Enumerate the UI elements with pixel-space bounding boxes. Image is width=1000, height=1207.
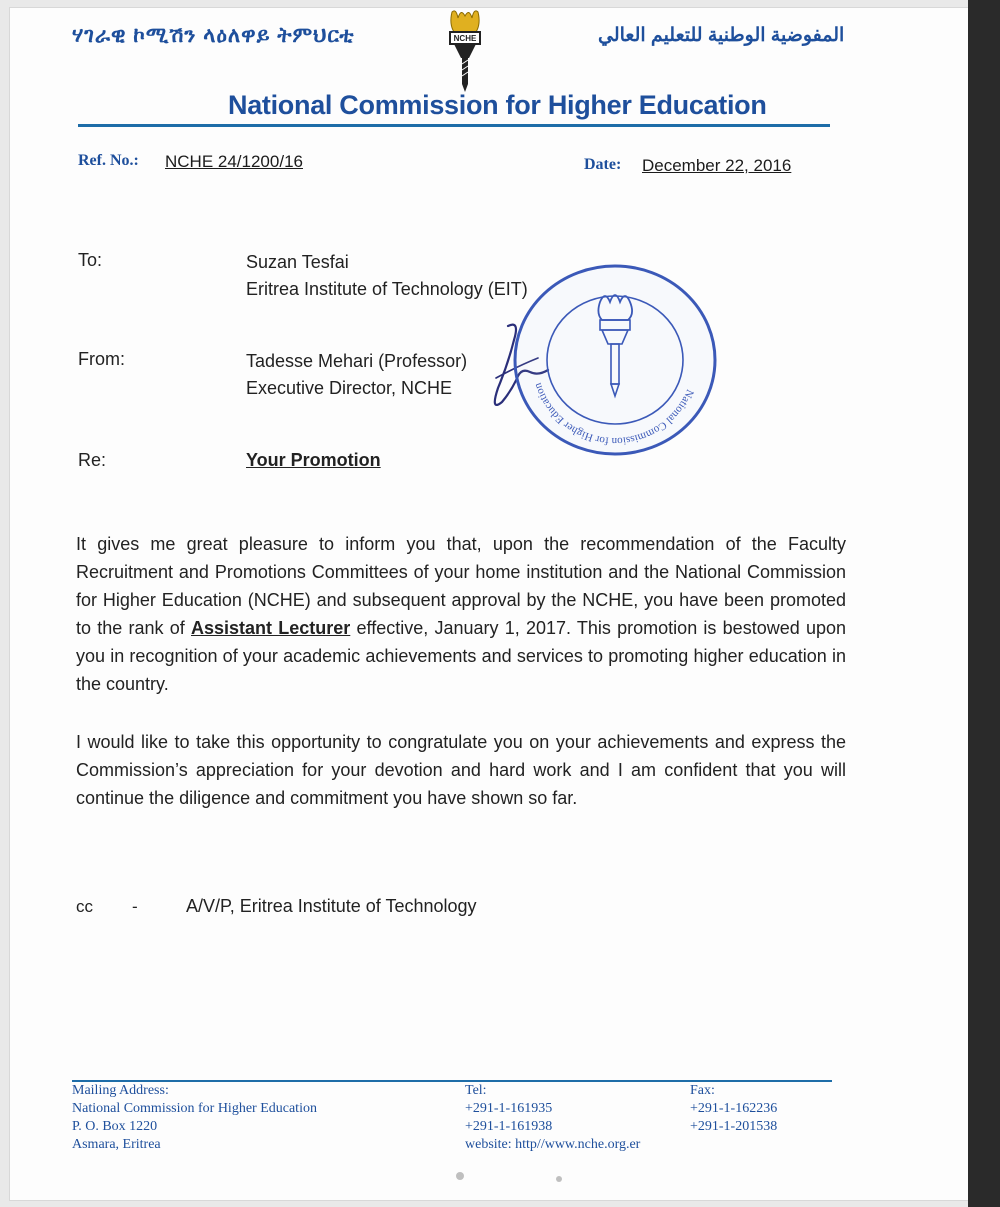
cc-dash: - <box>132 897 138 916</box>
mailing-address <box>72 1082 317 1154</box>
re-label: Re: <box>78 450 107 470</box>
stamp-ring-text: National Commission for Higher Education <box>531 381 696 448</box>
fax-line: +291-1-162236 <box>690 1101 778 1116</box>
scan-speck <box>456 1172 464 1180</box>
viewer-right-edge <box>968 0 1000 1207</box>
to-label: To: <box>78 250 103 270</box>
subject-line: Your Promotion <box>246 450 381 470</box>
cc-label: cc <box>76 897 93 916</box>
tel-line: +291-1-161935 <box>465 1101 553 1116</box>
sender-block <box>246 348 467 402</box>
cc-recipient: A/V/P, Eritrea Institute of Technology <box>186 896 477 916</box>
body-paragraph-1 <box>76 530 846 698</box>
tel-label: Tel: <box>465 1083 487 1098</box>
p1-before: It gives me great pleasure to inform you that, upon the recommendation of the Faculty Recruitment and Promotions Committees of your home institution and the National Commission for Higher Education (NCHE) and subsequent approval by the NCHE, you have been promoted to the rank of <box>76 534 846 638</box>
letterhead-title: National Commission for Higher Education <box>228 90 767 120</box>
letterhead-tigrinya: ሃገራዊ ኮሚሽን ላዕለዋይ ትምህርቲ <box>72 24 355 47</box>
scan-speck <box>556 1176 562 1182</box>
fax-label: Fax: <box>690 1083 715 1098</box>
mailing-line: Asmara, Eritrea <box>72 1137 161 1152</box>
recipient-org: Eritrea Institute of Technology (EIT) <box>246 279 528 299</box>
ref-label: Ref. No.: <box>78 152 139 169</box>
torch-emblem-icon <box>440 8 490 94</box>
date-label: Date: <box>584 156 622 173</box>
recipient-name: Suzan Tesfai <box>246 252 349 272</box>
body-paragraph-2: I would like to take this opportunity to congratulate you on your achievements and express the Commission’s appreciation for your devotion and hard work and I am confident that you will continue the diligence and commitment you have shown so far. <box>76 732 846 808</box>
mailing-line: National Commission for Higher Education <box>72 1101 317 1116</box>
mailing-label: Mailing Address: <box>72 1083 169 1098</box>
telephone-block <box>465 1082 640 1154</box>
letterhead-arabic: المفوضية الوطنية للتعليم العالي <box>598 25 845 46</box>
p1-after: effective, January 1, 2017. This promotion is bestowed upon you in recognition of your academic achievements and services to promoting higher education in the country. <box>76 618 846 694</box>
official-stamp-icon <box>510 262 720 458</box>
fax-line: +291-1-201538 <box>690 1119 778 1134</box>
ref-number: NCHE 24/1200/16 <box>165 152 303 171</box>
sender-name: Tadesse Mehari (Professor) <box>246 351 468 371</box>
promotion-rank: Assistant Lecturer <box>191 618 351 638</box>
tel-line: +291-1-161938 <box>465 1119 553 1134</box>
emblem-label: NCHE <box>453 34 477 43</box>
website: website: http//www.nche.org.er <box>465 1137 641 1152</box>
letterhead-rule <box>78 124 830 127</box>
from-label: From: <box>78 349 125 369</box>
sender-title: Executive Director, NCHE <box>246 378 453 398</box>
mailing-line: P. O. Box 1220 <box>72 1119 158 1134</box>
fax-block <box>690 1082 777 1136</box>
letter-date: December 22, 2016 <box>642 156 792 175</box>
recipient-block <box>246 249 528 303</box>
